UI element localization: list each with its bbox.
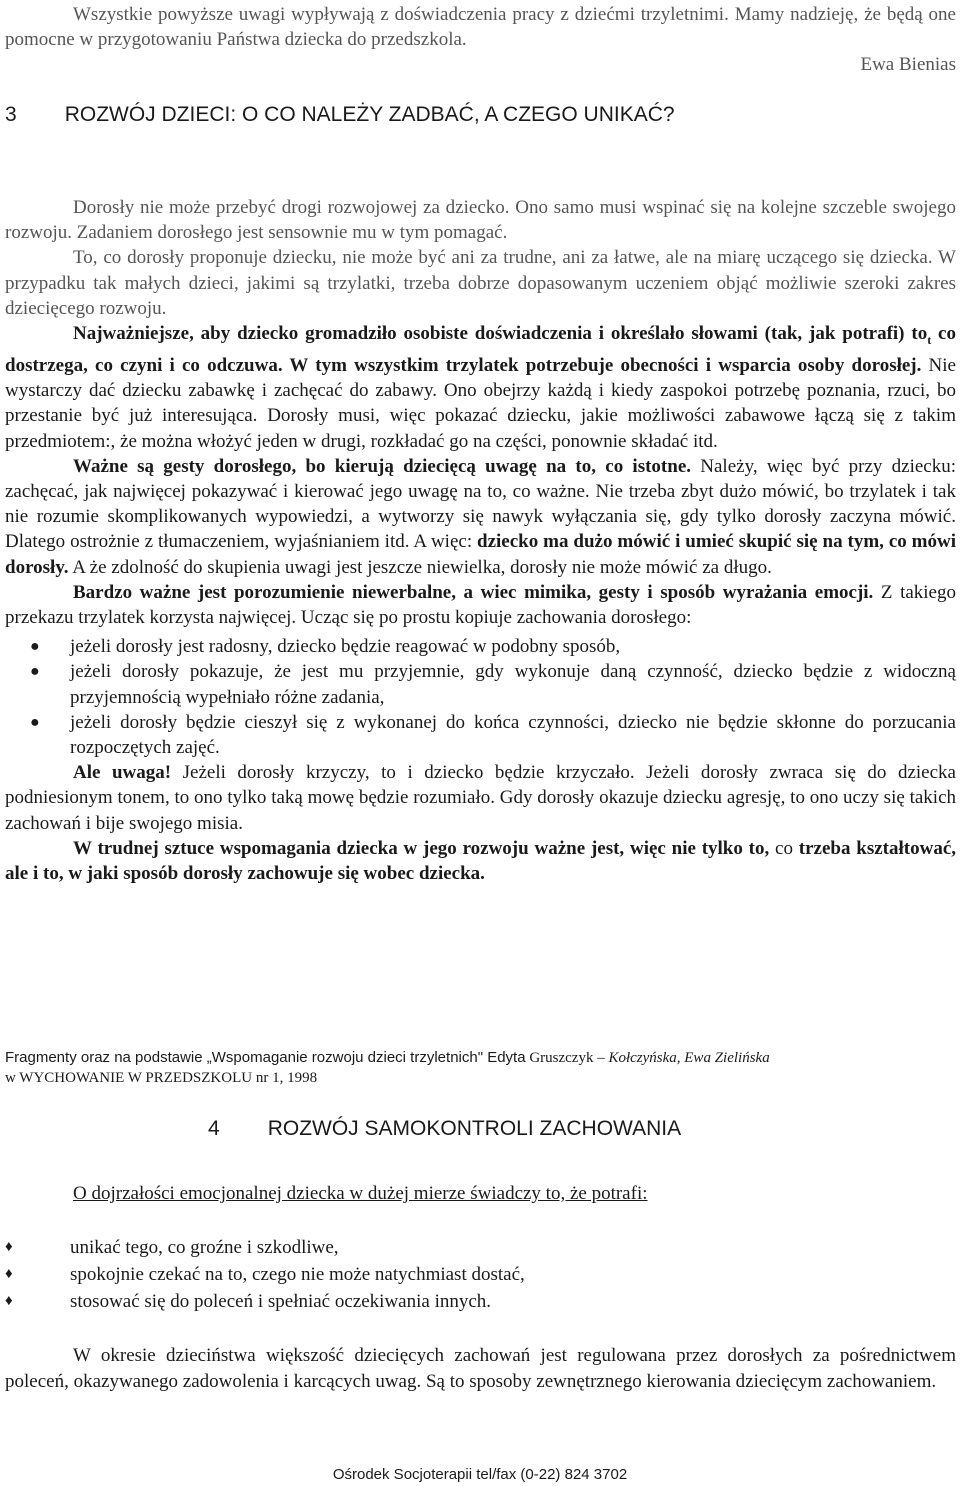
diamond-bullet-icon: ♦ — [5, 1266, 13, 1282]
list-item: ● jeżeli dorosły będzie cieszył się z wykonanej do końca czynności, dziecko nie będzie skłonne do porzucania rozpoczętych zajęć. — [30, 711, 956, 759]
bullet-dot-icon: ● — [30, 638, 40, 656]
intro-paragraph: Wszystkie powyższe uwagi wypływają z doświadczenia pracy z dziećmi trzyletnimi. Mamy nadzieję, że będą one pomocne w przygotowaniu Państwa dziecka do przedszkola. — [5, 4, 956, 51]
paragraph-4-text-a: Należy, więc być przy dziecku: zachęcać, jak najwięcej pokazywać i kierować jego uwagę na to, co ważne. Nie trzeba zbyt dużo mówić, bo trzylatek i tak nie rozumie skomplikowanych wypowiedzi, a wytworzy się nawyk wyłączania się, gdy tylko dorosły zaczyna mówić. Dlatego ostrożnie z tłumaczeniem, wyjaśnianiem itd. A więc: — [5, 455, 956, 553]
paragraph-3-rest: Nie wystarczy dać dziecku zabawkę i zachęcać do zabawy. Ono obejrzy każdą i kiedy zaspokoi potrzebę poznania, rzuci, bo przestanie być już interesująca. Dorosły musi, więc pokazać dziecku, jakie możliwości zabawowe łączą się z takim przedmiotem:, że można włożyć jeden w drugi, rozkładać go na części, ponownie składać itd. — [5, 355, 956, 452]
paragraph-7-bold-b: trzeba kształtować, ale i to, w jaki sposób dorosły zachowuje się wobec dziecka. — [5, 837, 956, 885]
section-4-lead: O dojrzałości emocjonalnej dziecka w dużej mierze świadczy to, że potrafi: — [73, 1183, 648, 1204]
list-item: ● jeżeli dorosły jest radosny, dziecko będzie reagować w podobny sposób, — [5, 634, 956, 659]
section-3-heading — [5, 103, 675, 127]
diamond-bullet-icon: ♦ — [5, 1293, 13, 1309]
section-4-paragraph: W okresie dzieciństwa większość dziecięcych zachowań jest regulowana przez dorosłych za pośrednictwem poleceń, okazywanego zadowolenia i karcących uwag. Są to sposoby zewnętrznego kierowania dziecięcym zachowaniem. — [5, 1345, 956, 1392]
paragraph-2: To, co dorosły proponuje dziecku, nie może być ani za trudne, ani za łatwe, ale na miarę uczącego się dziecka. W przypadku tak małych dzieci, jakimi są trzylatki, trzeba dobrze dopasowanym uczeniem objąć możliwie szeroki zakres dziecięcego rozwoju. — [5, 247, 956, 319]
paragraph-7 — [5, 836, 956, 886]
list-item: ● jeżeli dorosły pokazuje, że jest mu przyjemnie, gdy wykonuje daną czynność, dziecko będzie z widoczną przyjemnością wypełniało różne zadania, — [30, 661, 956, 708]
section-4-list — [5, 1234, 956, 1315]
list-item: ♦ unikać tego, co groźne i szkodliwe, — [5, 1234, 956, 1261]
paragraph-7-bold-a: W trudnej sztuce wspomagania dziecka w jego rozwoju ważne jest, więc nie tylko to, — [73, 837, 770, 859]
section-3-title: ROZWÓJ DZIECI: O CO NALEŻY ZADBAĆ, A CZEGO UNIKAĆ? — [64, 103, 675, 126]
bullet-dot-icon: ● — [30, 713, 40, 731]
paragraph-4-bold: Ważne są gesty dorosłego, bo kierują dziecięcą uwagę na to, co istotne. — [73, 455, 692, 477]
paragraph-5-rest: Z takiego przekazu trzylatek korzysta najwięcej. Ucząc się po prostu kopiuje zachowania dorosłego: — [5, 581, 956, 629]
list-item: ♦ stosować się do poleceń i spełniać oczekiwania innych. — [5, 1288, 956, 1315]
paragraph-4 — [5, 454, 956, 580]
section-3-body — [5, 195, 956, 886]
paragraph-4-bold-2: dziecko ma dużo mówić i umieć skupić się na tym, co mówi dorosły. — [5, 531, 957, 578]
bullet-dot-icon: ● — [30, 663, 40, 681]
section-4-title: ROZWÓJ SAMOKONTROLI ZACHOWANIA — [267, 1117, 682, 1140]
section-4-number: 4 — [208, 1117, 220, 1140]
paragraph-5-bold: Bardzo ważne jest porozumienie niewerbalne, a wiec mimika, gesty i sposób wyrażania emocji. — [73, 581, 874, 603]
paragraph-6-rest: Jeżeli dorosły krzyczy, to i dziecko będzie krzyczało. Jeżeli dorosły zwraca się do dziecka podniesionym tonem, to ono tylko taką mowę będzie rozumiało. Gdy dorosły okazuje dziecku agresję, to ono uczy się takich zachowań i bije swojego misia. — [5, 762, 956, 834]
paragraph-5 — [5, 580, 956, 630]
source-citation: Fragmenty oraz na podstawie „Wspomaganie rozwoju dzieci trzyletnich" Edyta Gruszczyk – Kołczyńska, Ewa Zielińska w WYCHOWANIE W PRZEDSZKOLU nr 1, 1998 — [5, 1049, 770, 1086]
section-4-heading — [208, 1117, 681, 1141]
section-3-number: 3 — [5, 103, 17, 126]
paragraph-3-bold-b: co dostrzega, co czyni i co odczuwa. W tym wszystkim trzylatek potrzebuje obecności i wsparcia osoby dorosłej. — [5, 323, 956, 377]
paragraph-4-text-b: A że zdolność do skupienia uwagi jest jeszcze niewielka, dorosły nie może mówić za długo. — [68, 556, 772, 578]
diamond-bullet-icon: ♦ — [5, 1239, 13, 1255]
paragraph-3 — [5, 321, 956, 454]
paragraph-6 — [5, 760, 956, 836]
paragraph-7-mid: co — [769, 837, 799, 859]
list-item: ♦ spokojnie czekać na to, czego nie może natychmiast dostać, — [5, 1261, 956, 1288]
paragraph-6-bold: Ale uwaga! — [73, 762, 172, 784]
paragraph-3-sub: t — [927, 332, 932, 347]
paragraph-3-bold-a: Najważniejsze, aby dziecko gromadziło osobiste doświadczenia i określało słowami (tak, jak potrafi) to — [73, 323, 928, 345]
bullet-list — [5, 634, 956, 760]
page-footer: Ośrodek Socjoterapii tel/fax (0-22) 824 3702 — [332, 1466, 628, 1483]
paragraph-1: Dorosły nie może przebyć drogi rozwojowej za dziecko. Ono samo musi wspinać się na kolejne szczeble swojego rozwoju. Zadaniem dorosłego jest sensownie mu w tym pomagać. — [5, 197, 956, 244]
author-signature: Ewa Bienias — [860, 54, 956, 75]
